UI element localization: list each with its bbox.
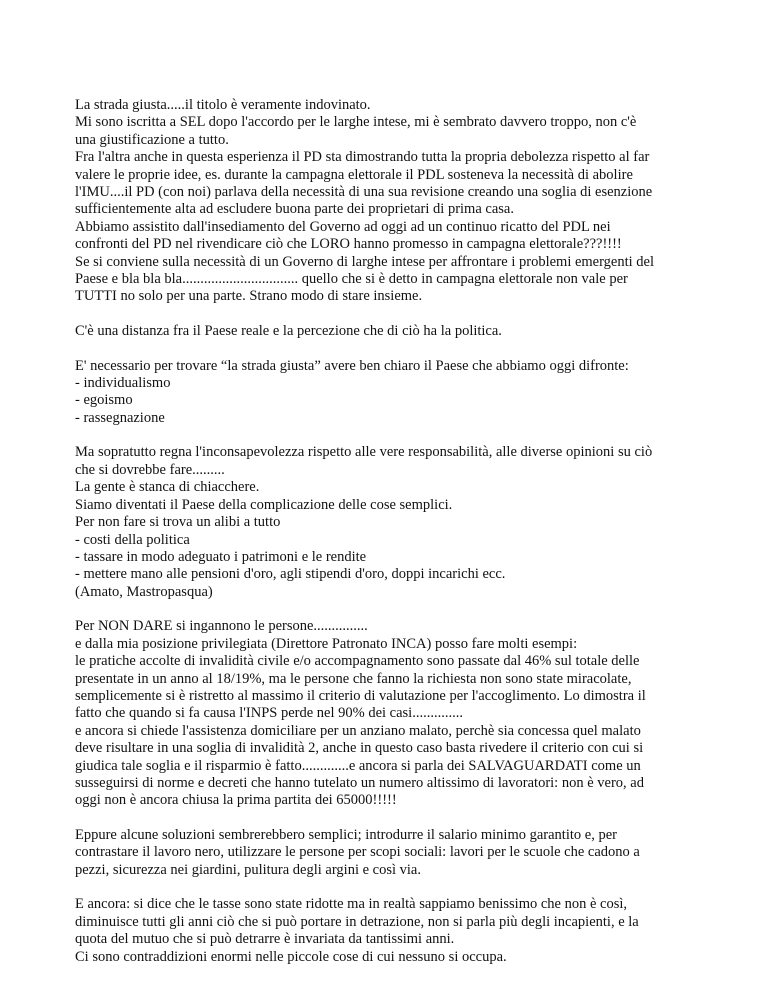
text-line: sufficientemente alta ad escludere buona parte dei proprietari di prima casa. [75,201,514,218]
text-line: Per NON DARE si ingannono le persone............... [75,618,368,635]
paragraph [75,827,705,879]
text-line: susseguirsi di norme e decreti che hanno tutelato un numero altissimo di lavoratori: non è vero, ad [75,774,644,791]
text-line: (Amato, Mastropasqua) [75,583,213,600]
text-line: - rassegnazione [75,409,165,426]
text-line: Siamo diventati il Paese della complicazione delle cose semplici. [75,496,453,513]
text-line: giudica tale soglia e il risparmio è fatto.............e ancora si parla dei SALVAGUARDATI come un [75,757,641,774]
document-body [75,97,705,983]
paragraph [75,97,705,306]
text-line: Paese e bla bla bla................................ quello che si è detto in campagna elettorale non vale per [75,271,628,288]
text-line: diminuisce tutti gli anni ciò che si può portare in detrazione, non si parla più degli incapienti, e la [75,913,639,930]
text-line: che si dovrebbe fare......... [75,461,225,478]
text-line: presentate in un anno al 18/19%, ma le persone che fanno la richiesta non sono state miracolate, [75,670,632,687]
text-line: E' necessario per trovare “la strada giusta” avere ben chiaro il Paese che abbiamo oggi difronte: [75,357,629,374]
text-line: Fra l'altra anche in questa esperienza il PD sta dimostrando tutta la propria debolezza rispetto al far [75,149,650,166]
paragraph [75,444,705,601]
text-line: e dalla mia posizione privilegiata (Direttore Patronato INCA) posso fare molti esempi: [75,635,578,652]
text-line: una giustificazione a tutto. [75,131,229,148]
text-line: fatto che quando si fa causa l'INPS perde nel 90% dei casi.............. [75,705,463,722]
text-line: - egoismo [75,392,133,409]
text-line: deve risultare in una soglia di invalidità 2, anche in questo caso basta rivedere il criterio con cui si [75,740,644,757]
text-line: contrastare il lavoro nero, utilizzare le persone per scopi sociali: lavori per le scuole che cadono a [75,844,640,861]
text-line: La gente è stanca di chiacchere. [75,479,260,496]
text-line: Se si conviene sulla necessità di un Governo di larghe intese per affrontare i problemi emergenti del [75,253,655,270]
paragraph [75,896,705,966]
text-line: Per non fare si trova un alibi a tutto [75,514,281,531]
text-line: La strada giusta.....il titolo è veramente indovinato. [75,97,371,113]
text-line: Mi sono iscritta a SEL dopo l'accordo per le larghe intese, mi è sembrato davvero troppo, non c'è [75,114,637,131]
text-line: pezzi, sicurezza nei giardini, pulitura degli argini e così via. [75,861,421,878]
paragraph [75,323,705,340]
paragraph [75,618,705,809]
text-line: TUTTI no solo per una parte. Strano modo di stare insieme. [75,288,423,305]
text-line: Abbiamo assistito dall'insediamento del Governo ad oggi ad un continuo ricatto del PDL nei [75,218,611,235]
text-line: - costi della politica [75,531,190,548]
text-line: quota del mutuo che si può detrarre è invariata da tantissimi anni. [75,931,455,948]
text-line: l'IMU....il PD (con noi) parlava della necessità di una sua revisione creando una soglia di esenzione [75,184,653,201]
paragraph [75,358,705,428]
text-line: Ci sono contraddizioni enormi nelle piccole cose di cui nessuno si occupa. [75,948,507,965]
text-line: Ma sopratutto regna l'inconsapevolezza rispetto alle vere responsabilità, alle diverse opinioni su ciò [75,444,653,461]
text-line: le pratiche accolte di invalidità civile e/o accompagnamento sono passate dal 46% sul totale delle [75,653,640,670]
text-line: E ancora: si dice che le tasse sono state ridotte ma in realtà sappiamo benissimo che non è così, [75,896,628,913]
text-line: confronti del PD nel rivendicare ciò che LORO hanno promesso in campagna elettorale???!!!! [75,236,622,253]
text-line: valere le proprie idee, es. durante la campagna elettorale il PDL sosteneva la necessità di abolire [75,166,633,183]
text-line: oggi non è ancora chiusa la prima partita dei 65000!!!!! [75,792,397,809]
text-line: - tassare in modo adeguato i patrimoni e le rendite [75,548,367,565]
text-line: e ancora si chiede l'assistenza domiciliare per un anziano malato, perchè sia concessa quel malato [75,722,641,739]
text-line: - mettere mano alle pensioni d'oro, agli stipendi d'oro, doppi incarichi ecc. [75,566,506,583]
text-line: Eppure alcune soluzioni sembrerebbero semplici; introdurre il salario minimo garantito e, per [75,826,617,843]
text-line: semplicemente si è ristretto al massimo il criterio di valutazione per l'accoglimento. Lo dimostra il [75,687,646,704]
text-line: C'è una distanza fra il Paese reale e la percezione che di ciò ha la politica. [75,323,502,340]
text-line: - individualismo [75,375,171,392]
